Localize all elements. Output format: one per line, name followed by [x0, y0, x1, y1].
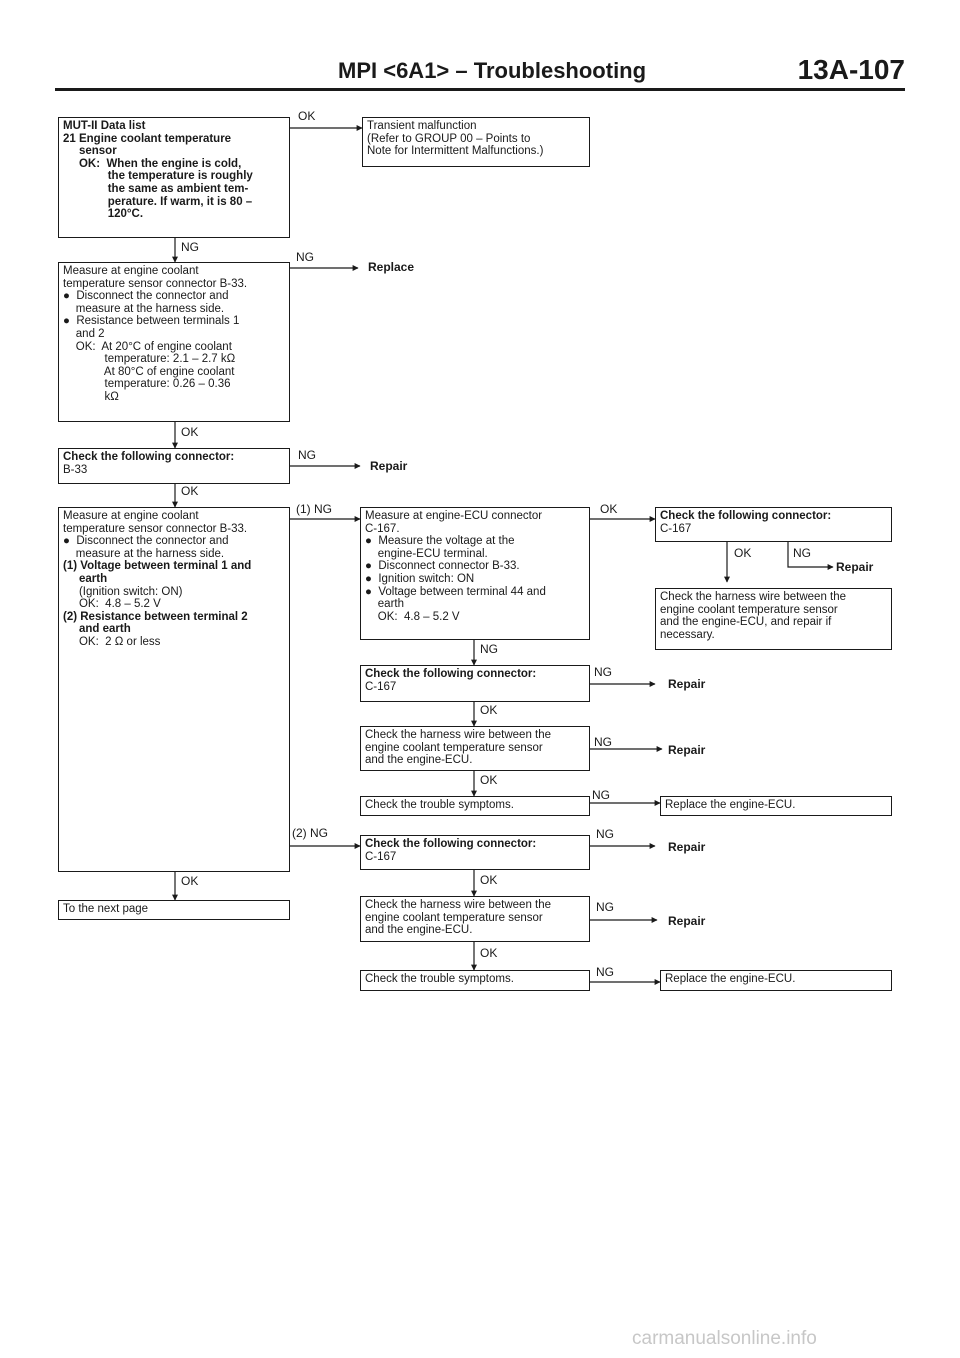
box-line: C-167.: [365, 522, 400, 535]
result-replace: Replace: [368, 260, 415, 274]
box-line: MUT-II Data list: [63, 120, 146, 132]
box-line: C-167: [660, 522, 692, 535]
branch-label: (2) NG: [292, 826, 328, 840]
box-line: kΩ: [63, 390, 119, 403]
box-line: the same as ambient tem-: [63, 182, 249, 195]
measure-ecu-box: [360, 507, 590, 640]
box-line: measure at the harness side.: [63, 302, 225, 315]
box-line: ● Disconnect the connector and: [63, 290, 229, 303]
measure-voltage-box: [58, 507, 290, 872]
box-line: To the next page: [63, 903, 149, 915]
box-line: engine coolant temperature sensor: [365, 911, 543, 924]
box-line: perature. If warm, it is 80 –: [63, 195, 253, 208]
box-line: Replace the engine-ECU.: [665, 799, 796, 811]
box-line: ● Disconnect connector B-33.: [365, 560, 520, 573]
box-line: temperature: 2.1 – 2.7 kΩ: [63, 353, 236, 366]
trouble-symptoms-b-box: [360, 970, 590, 991]
box-line: Check the harness wire between the: [365, 729, 552, 741]
box-line: ● Voltage between terminal 44 and: [365, 585, 546, 598]
branch-label: OK: [480, 703, 498, 717]
box-line: (2) Resistance between terminal 2: [63, 610, 248, 623]
box-line: Transient malfunction: [367, 120, 477, 132]
harness-check-b-box: [360, 896, 590, 942]
result-repair: Repair: [370, 459, 408, 473]
box-line: and the engine-ECU, and repair if: [660, 616, 832, 629]
box-line: ● Measure the voltage at the: [365, 535, 515, 548]
box-line: 21 Engine coolant temperature: [63, 132, 232, 145]
branch-label: NG: [298, 448, 316, 462]
box-line: temperature: 0.26 – 0.36: [63, 378, 231, 391]
box-line: Measure at engine coolant: [63, 510, 199, 522]
box-line: (1) Voltage between terminal 1 and: [63, 560, 252, 573]
branch-label: NG: [594, 665, 612, 679]
branch-label: NG: [480, 642, 498, 656]
branch-label: OK: [734, 546, 752, 560]
box-line: OK: 4.8 – 5.2 V: [63, 598, 161, 611]
box-line: engine coolant temperature sensor: [660, 603, 838, 616]
box-line: temperature sensor connector B-33.: [63, 277, 248, 290]
box-line: ● Ignition switch: ON: [365, 572, 475, 585]
box-line: Check the trouble symptoms.: [365, 973, 514, 985]
box-line: Measure at engine-ECU connector: [365, 510, 543, 522]
result-repair: Repair: [668, 743, 706, 757]
next-page-box: [58, 900, 290, 920]
page-number: 13A-107: [797, 54, 905, 85]
harness-check-a-box: [360, 726, 590, 771]
box-line: earth: [63, 572, 108, 585]
box-line: and earth: [63, 623, 131, 636]
branch-label: NG: [592, 788, 610, 802]
box-line: B-33: [63, 463, 88, 476]
box-line: ● Resistance between terminals 1: [63, 315, 240, 328]
box-line: (Ignition switch: ON): [63, 585, 183, 598]
branch-label: OK: [480, 946, 498, 960]
result-repair: Repair: [668, 840, 706, 854]
box-line: OK: 4.8 – 5.2 V: [365, 610, 460, 623]
box-line: Check the harness wire between the: [660, 591, 847, 603]
result-repair: Repair: [836, 560, 874, 574]
box-line: temperature sensor connector B-33.: [63, 522, 248, 535]
branch-label: OK: [181, 425, 199, 439]
trouble-symptoms-a-box: [360, 796, 590, 816]
box-line: At 80°C of engine coolant: [63, 365, 235, 378]
box-line: C-167: [365, 680, 397, 693]
box-line: Replace the engine-ECU.: [665, 973, 796, 985]
box-line: measure at the harness side.: [63, 547, 225, 560]
box-line: C-167: [365, 850, 397, 863]
branch-label: NG: [596, 965, 614, 979]
branch-label: NG: [596, 900, 614, 914]
box-line: 120°C.: [63, 208, 144, 221]
branch-label: NG: [594, 735, 612, 749]
branch-label: OK: [480, 773, 498, 787]
check-connector-c167-right-box: [655, 507, 892, 542]
box-line: OK: When the engine is cold,: [63, 157, 242, 170]
box-line: ● Disconnect the connector and: [63, 535, 229, 548]
replace-ecu-b-box: [660, 970, 892, 991]
branch-label: OK: [181, 484, 199, 498]
box-line: engine-ECU terminal.: [365, 547, 488, 560]
transient-malfunction-box: [362, 117, 590, 167]
check-connector-c167-a-box: [360, 665, 590, 702]
box-line: Measure at engine coolant: [63, 265, 199, 277]
box-line: (Refer to GROUP 00 – Points to: [367, 132, 531, 145]
branch-label: OK: [600, 502, 618, 516]
page-title: MPI <6A1> – Troubleshooting: [338, 58, 647, 83]
harness-repair-box: [655, 588, 892, 650]
box-line: Check the following connector:: [660, 510, 832, 522]
branch-label: NG: [181, 240, 199, 254]
branch-label: OK: [181, 874, 199, 888]
check-connector-b33-box: [58, 448, 290, 484]
box-line: Note for Intermittent Malfunctions.): [367, 145, 544, 158]
branch-label: NG: [296, 250, 314, 264]
branch-label: OK: [298, 109, 316, 123]
branch-label: NG: [793, 546, 811, 560]
branch-label: (1) NG: [296, 502, 332, 516]
box-line: Check the following connector:: [63, 451, 235, 463]
result-repair: Repair: [668, 914, 706, 928]
box-line: and 2: [63, 327, 105, 340]
box-line: earth: [365, 598, 404, 611]
measure-resistance-box: [58, 262, 290, 422]
box-line: and the engine-ECU.: [365, 924, 473, 937]
mut-data-list-box: [58, 117, 290, 238]
branch-label: OK: [480, 873, 498, 887]
box-line: Check the following connector:: [365, 838, 537, 850]
result-repair: Repair: [668, 677, 706, 691]
check-connector-c167-b-box: [360, 835, 590, 870]
box-line: necessary.: [660, 628, 715, 641]
box-line: sensor: [63, 145, 117, 158]
branch-label: NG: [596, 827, 614, 841]
watermark-footer: carmanualsonline.info: [632, 1328, 817, 1349]
replace-ecu-a-box: [660, 796, 892, 816]
box-line: engine coolant temperature sensor: [365, 741, 543, 754]
box-line: Check the trouble symptoms.: [365, 799, 514, 811]
box-line: Check the following connector:: [365, 668, 537, 680]
box-line: OK: At 20°C of engine coolant: [63, 340, 232, 353]
box-line: and the engine-ECU.: [365, 754, 473, 767]
box-line: Check the harness wire between the: [365, 899, 552, 911]
box-line: the temperature is roughly: [63, 170, 253, 183]
box-line: OK: 2 Ω or less: [63, 635, 161, 648]
